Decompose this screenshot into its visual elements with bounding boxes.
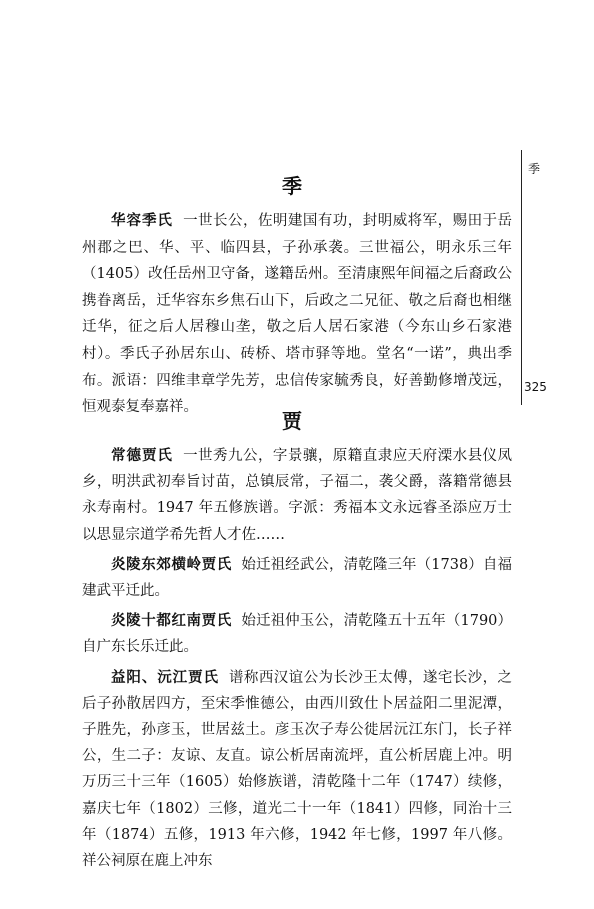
entry-paragraph: [82, 443, 512, 548]
section-title-jia: 贾: [282, 409, 304, 433]
entry-text: 始迁祖仲玉公，清乾隆五十五年（1790）自广东长乐迁此。: [82, 613, 513, 656]
clan-name: 益阳、沅江贾氏: [111, 669, 219, 686]
entry-paragraph: [82, 552, 512, 604]
entry-text: 始迁祖经武公，清乾隆三年（1738）自福建武平迁此。: [82, 556, 513, 600]
section-title-ji: 季: [282, 174, 304, 198]
clan-name: 常德贾氏: [111, 448, 173, 464]
page-number: 325: [524, 380, 547, 394]
clan-name: 炎陵十都红南贾氏: [111, 613, 232, 630]
entry-paragraph: [82, 608, 512, 660]
entry-text: 一世秀九公，字景骧，原籍直隶应天府溧水县仪凤乡，明洪武初奉旨讨苗，总镇辰常，子福二，袭父爵，落籍常德县永寿南村。1947 年五修族谱。字派：秀福本文永远睿圣添应万士以思显宗道学希先哲人才佐……: [82, 448, 513, 543]
clan-name: 华容季氏: [111, 213, 173, 229]
margin-rule: [521, 150, 522, 405]
clan-name: 炎陵东郊横岭贾氏: [111, 556, 232, 573]
entry-text: 谱称西汉谊公为长沙王太傅，遂宅长沙，之后子孙散居四方，至宋季惟德公，由西川致仕卜居益阳二里泥潭，子胜先，孙彦玉，世居兹土。彦玉次子寿公徙居沅江东门，长子祥公，生二子：友谅、友直。谅公析居南流坪，直公析居鹿上冲。明万历三十三年（1605）始修族谱，清乾隆十二年（1747）续修，嘉庆七年（1802）三修，道光二十一年（1841）四修，同治十三年（1874）五修，1913 年六修，1942 年七修，1997 年八修。祥公祠原在鹿上冲东: [82, 669, 513, 870]
section-body-ji: [82, 208, 512, 421]
entry-paragraph: [82, 665, 512, 875]
section-body-jia: [82, 443, 512, 874]
running-header-surname: 季: [528, 162, 541, 176]
entry-text: 一世长公，佐明建国有功，封明威将军，赐田于岳州郡之巴、华、平、临四县，子孙承袭。三世福公，明永乐三年（1405）改任岳州卫守备，遂籍岳州。至清康熙年间福之后裔政公携眷离岳，迁华容东乡焦石山下，后政之二兄征、敬之后裔也相继迁华，征之后人居穆山垄，敬之后人居石家港（今东山乡石家港村）。季氏子孙居东山、砖桥、塔市驿等地。堂名“一诺”，典出季布。派语：四维聿章学先芳，忠信传家毓秀良，好善勤修增茂远，恒观泰复奉嘉祥。: [82, 213, 513, 416]
entry-paragraph: [82, 208, 512, 421]
